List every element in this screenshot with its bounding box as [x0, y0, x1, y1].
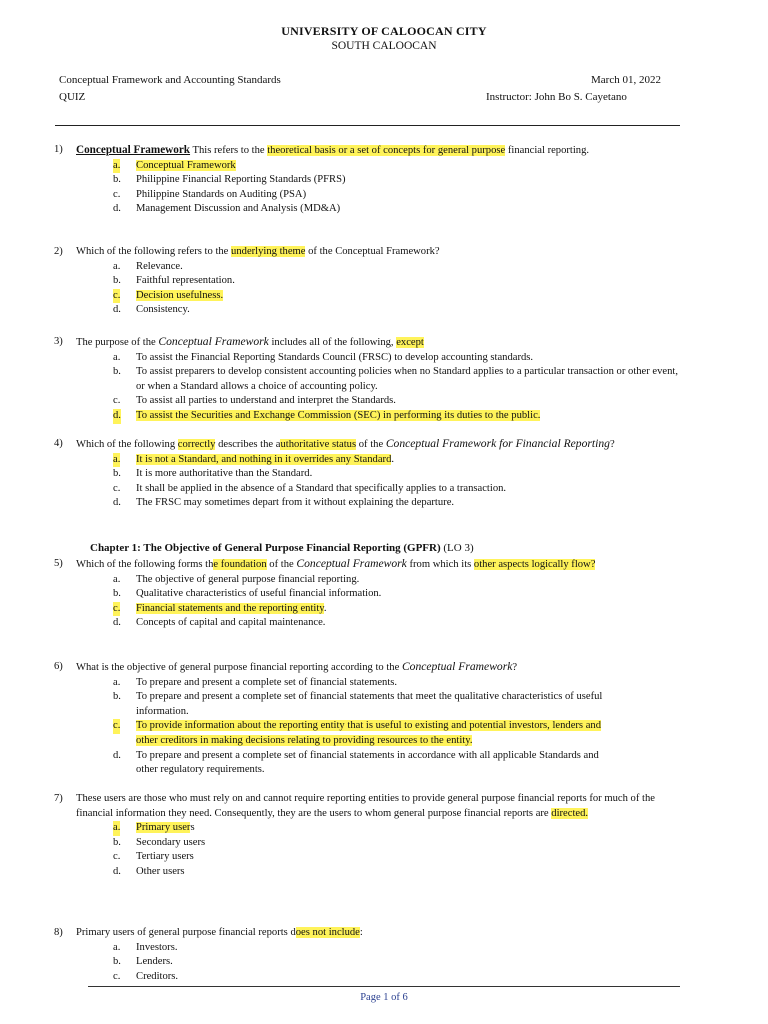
- stem-text: from which its: [406, 559, 474, 570]
- options-list: [54, 821, 684, 879]
- option-d: [54, 749, 684, 778]
- question-7: [54, 792, 684, 880]
- option-letter: c.: [113, 970, 121, 982]
- option-text: It is not a Standard, and nothing in it overrides any Standard: [136, 453, 392, 465]
- italic-term: Conceptual Framework for Financial Reporting: [385, 437, 610, 450]
- option-d: [54, 496, 684, 511]
- option-letter: c.: [113, 482, 121, 494]
- option-letter: d.: [113, 749, 121, 761]
- stem-text: of the: [356, 439, 386, 450]
- option-letter: a.: [113, 260, 121, 272]
- option-c: [54, 850, 684, 865]
- option-a: [54, 573, 684, 588]
- option-text-tail: s: [190, 822, 195, 834]
- highlighted-text: oes not include: [295, 927, 360, 938]
- option-b: [54, 274, 684, 289]
- option-b: [54, 587, 684, 602]
- option-letter: d.: [113, 203, 121, 215]
- question-stem: [76, 792, 684, 821]
- option-letter: c.: [113, 289, 120, 304]
- options-list: [54, 941, 684, 985]
- stem-text: Primary users of general purpose financial reports d: [76, 927, 296, 938]
- university-name: UNIVERSITY OF CALOOCAN CITY: [281, 24, 487, 38]
- question-4: [54, 437, 684, 511]
- highlighted-text: directed.: [551, 807, 589, 819]
- question-number: 7): [54, 793, 63, 804]
- question-number: 8): [54, 927, 63, 938]
- option-text: Lenders.: [136, 956, 173, 968]
- option-text: To assist preparers to develop consistent accounting policies when no Standard applies to a particular transaction or other event, or when a Standard allows a choice of accounting policy.: [136, 366, 679, 392]
- stem-text: of the: [266, 559, 297, 570]
- option-d: [54, 616, 684, 631]
- option-letter: d.: [113, 409, 121, 424]
- options-list: [54, 573, 684, 631]
- question-stem: [76, 660, 684, 676]
- option-text: Concepts of capital and capital maintenance.: [136, 617, 326, 629]
- option-d: [54, 865, 684, 880]
- option-letter: c.: [113, 851, 121, 863]
- stem-text: The purpose of the: [76, 337, 159, 348]
- question-stem: [76, 335, 684, 351]
- option-b: [54, 365, 684, 394]
- option-text: To assist all parties to understand and interpret the Standards.: [136, 395, 396, 407]
- chapter-heading: [90, 542, 474, 554]
- option-text: Consistency.: [136, 304, 190, 316]
- option-text: Primary user: [136, 822, 191, 834]
- question-stem: [76, 437, 684, 453]
- option-text: Creditors.: [136, 970, 179, 982]
- chapter-lo: (LO 3): [440, 542, 474, 554]
- option-letter: d.: [113, 304, 121, 316]
- stem-text: Which of the following forms th: [76, 559, 214, 570]
- option-text: Other users: [136, 865, 185, 877]
- highlighted-text: except: [396, 337, 424, 348]
- option-letter: d.: [113, 497, 121, 509]
- italic-term: Conceptual Framework: [401, 660, 513, 673]
- option-letter: c.: [113, 188, 121, 200]
- footer-divider: [88, 986, 680, 987]
- option-text: Qualitative characteristics of useful financial information.: [136, 588, 382, 600]
- options-list: [54, 159, 684, 217]
- option-c: [54, 970, 684, 985]
- option-letter: a.: [113, 159, 120, 174]
- italic-term: Conceptual Framework: [296, 557, 407, 570]
- option-letter: b.: [113, 468, 121, 480]
- option-text: Management Discussion and Analysis (MD&A): [136, 203, 341, 215]
- italic-term: Conceptual Framework: [158, 335, 269, 348]
- option-text: To prepare and present a complete set of financial statements in accordance with all applicable Standards and other regulatory requirements.: [136, 749, 599, 776]
- quiz-date: March 01, 2022: [591, 74, 661, 86]
- option-b: [54, 467, 684, 482]
- stem-text: of the Conceptual Framework?: [305, 246, 440, 257]
- question-number: 1): [54, 144, 63, 155]
- chapter-title: Chapter 1: The Objective of General Purpose Financial Reporting (GPFR): [90, 542, 441, 554]
- document-type: QUIZ: [59, 91, 86, 103]
- question-5: [54, 557, 684, 631]
- options-list: [54, 351, 684, 424]
- option-letter: a.: [113, 453, 120, 468]
- stem-text: This refers to the: [190, 145, 268, 156]
- stem-text: What is the objective of general purpose financial reporting according to the: [76, 662, 402, 673]
- question-number: 5): [54, 558, 63, 569]
- question-3: [54, 335, 684, 424]
- options-list: [54, 676, 684, 778]
- option-c: [54, 394, 684, 409]
- option-letter: d.: [113, 865, 121, 877]
- option-letter: c.: [113, 719, 120, 734]
- option-text: It is more authoritative than the Standard.: [136, 468, 313, 480]
- stem-text: describes the a: [215, 439, 281, 450]
- stem-text: ?: [609, 439, 615, 450]
- option-text: It shall be applied in the absence of a Standard that specifically applies to a transaction.: [136, 482, 507, 494]
- option-letter: c.: [113, 602, 120, 617]
- option-letter: d.: [113, 617, 121, 629]
- highlighted-text: other aspects logically flow?: [473, 559, 596, 570]
- stem-text: Which of the following: [76, 439, 178, 450]
- option-text: Tertiary users: [136, 851, 194, 863]
- stem-text: includes all of the following,: [268, 337, 397, 348]
- option-a: a. It is not a Standard, and nothing in it overrides any Standard.: [54, 453, 684, 468]
- option-a: [54, 260, 684, 275]
- highlighted-text: theoretical basis or a set of concepts for general purpose: [267, 145, 506, 156]
- question-stem: [76, 143, 684, 159]
- highlighted-text: underlying theme: [231, 246, 306, 257]
- option-a: [54, 159, 684, 174]
- course-title: Conceptual Framework and Accounting Standards: [59, 74, 281, 86]
- option-text: To assist the Financial Reporting Standards Council (FRSC) to develop accounting standards.: [136, 351, 534, 363]
- option-a: [54, 941, 684, 956]
- question-number: 6): [54, 661, 63, 672]
- option-text: The FRSC may sometimes depart from it without explaining the departure.: [136, 497, 455, 509]
- option-text: Secondary users: [136, 836, 206, 848]
- highlighted-text: e foundation: [213, 559, 267, 570]
- option-d: [54, 202, 684, 217]
- option-letter: a.: [113, 351, 121, 363]
- option-letter: a.: [113, 941, 121, 953]
- option-text: Relevance.: [136, 260, 183, 272]
- option-b: [54, 836, 684, 851]
- question-stem: [76, 245, 684, 260]
- option-d: [54, 303, 684, 318]
- question-1: [54, 143, 684, 217]
- option-text: Financial statements and the reporting entity: [136, 602, 324, 614]
- question-number: 2): [54, 246, 63, 257]
- option-letter: b.: [113, 691, 121, 703]
- option-a: [54, 676, 684, 691]
- question-stem: [76, 557, 684, 573]
- option-c: c. Financial statements and the reporting entity.: [54, 602, 684, 617]
- option-b: [54, 955, 684, 970]
- stem-text: Which of the following refers to the: [76, 246, 232, 257]
- option-text: Investors.: [136, 941, 178, 953]
- option-text: To prepare and present a complete set of financial statements.: [136, 676, 398, 688]
- question-stem: [76, 926, 684, 941]
- option-letter: b.: [113, 366, 121, 378]
- stem-text: ?: [512, 662, 518, 673]
- option-text: Conceptual Framework: [136, 159, 236, 171]
- question-8: [54, 926, 684, 984]
- option-c: [54, 719, 684, 748]
- option-a: [54, 821, 684, 836]
- option-text: The objective of general purpose financial reporting.: [136, 573, 360, 585]
- question-2: [54, 245, 684, 318]
- question-number: 3): [54, 336, 63, 347]
- option-text: Faithful representation.: [136, 275, 235, 287]
- question-number: 4): [54, 438, 63, 449]
- option-c: [54, 188, 684, 203]
- highlighted-text: uthoritative status: [280, 439, 357, 450]
- instructor-name: Instructor: John Bo S. Cayetano: [486, 91, 627, 103]
- options-list: [54, 453, 684, 511]
- option-text: To prepare and present a complete set of financial statements that meet the qualitative characteristics of useful information.: [136, 691, 603, 717]
- option-text: Decision usefulness.: [136, 289, 224, 301]
- stem-text: These users are those who must rely on and cannot require reporting entities to provide general purpose financial reports for much of the financial information they need. Consequently, they are the users to whom general purpose financial reports are: [76, 793, 655, 819]
- option-b: [54, 690, 684, 719]
- option-text: Philippine Standards on Auditing (PSA): [136, 188, 307, 200]
- question-6: [54, 660, 684, 778]
- option-text: To assist the Securities and Exchange Commission (SEC) in performing its duties to the public.: [136, 409, 541, 421]
- stem-text: :: [359, 927, 363, 938]
- campus-name: SOUTH CALOOCAN: [331, 40, 437, 52]
- header-divider: [55, 125, 680, 126]
- stem-text: financial reporting.: [505, 145, 590, 156]
- option-d: [54, 409, 684, 424]
- option-letter: b.: [113, 836, 121, 848]
- option-letter: b.: [113, 588, 121, 600]
- page-number: Page 1 of 6: [360, 992, 408, 1003]
- options-list: [54, 260, 684, 318]
- option-letter: c.: [113, 395, 121, 407]
- option-b: [54, 173, 684, 188]
- option-letter: b.: [113, 956, 121, 968]
- option-letter: a.: [113, 573, 121, 585]
- option-letter: a.: [113, 676, 121, 688]
- option-text: To provide information about the reporting entity that is useful to existing and potential investors, lenders and other creditors in making decisions relating to providing resources to the entity.: [136, 720, 601, 746]
- option-letter: b.: [113, 174, 121, 186]
- option-letter: b.: [113, 275, 121, 287]
- term-underlined: Conceptual Framework: [76, 144, 191, 156]
- option-a: [54, 351, 684, 366]
- option-letter: a.: [113, 821, 120, 836]
- option-c: [54, 289, 684, 304]
- option-c: [54, 482, 684, 497]
- highlighted-text: correctly: [177, 439, 216, 450]
- option-text: Philippine Financial Reporting Standards (PFRS): [136, 174, 346, 186]
